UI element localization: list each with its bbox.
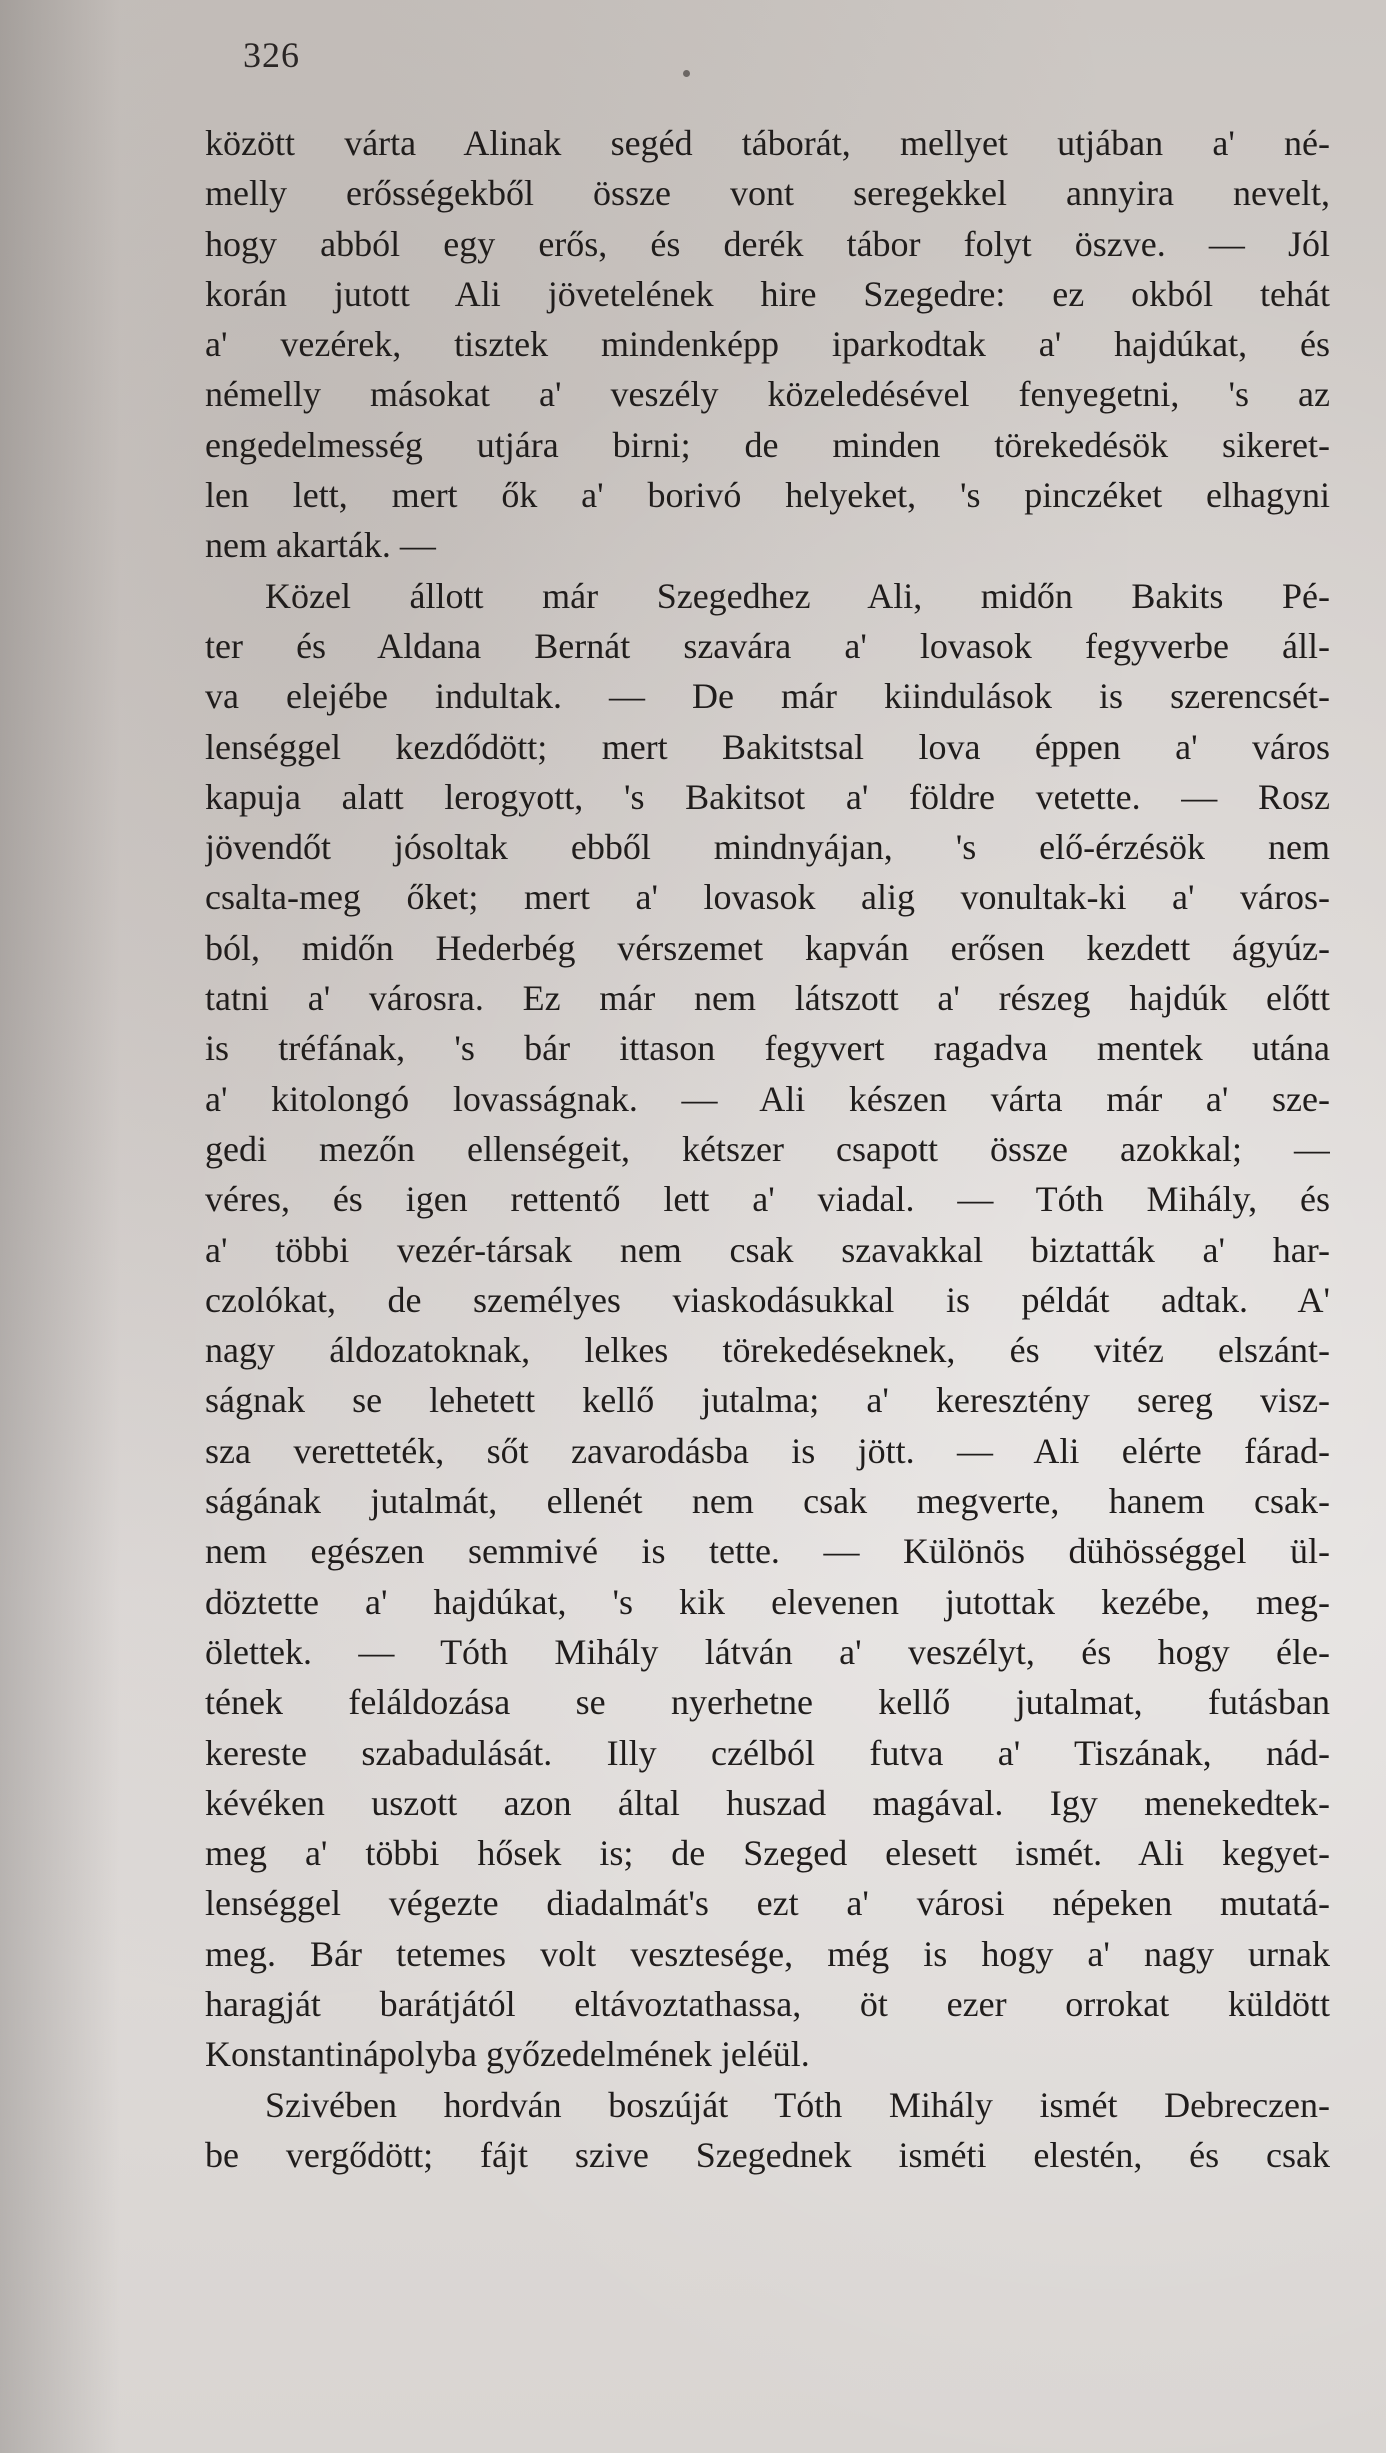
text-line: a' kitolongó lovasságnak. — Ali készen várta már a' sze- xyxy=(205,1078,1330,1119)
text-line: korán jutott Ali jövetelének hire Szegedre: ez okból tehát xyxy=(205,273,1330,314)
text-line: kereste szabadulását. Illy czélból futva a' Tiszának, nád- xyxy=(205,1732,1330,1773)
page-number: 326 xyxy=(243,35,300,75)
text-line: lenséggel végezte diadalmát's ezt a' városi népeken mutatá- xyxy=(205,1883,1330,1924)
text-line: kapuja alatt lerogyott, 's Bakitsot a' földre vetette. — Rosz xyxy=(205,776,1330,817)
text-line: Szivében hordván boszúját Tóth Mihály ismét Debreczen- xyxy=(265,2084,1330,2125)
text-line: engedelmesség utjára birni; de minden törekedésök sikeret- xyxy=(205,424,1330,465)
text-line: kévéken uszott azon által huszad magával. Igy menekedtek- xyxy=(205,1782,1330,1823)
spine-shadow xyxy=(0,0,120,2453)
text-line: len lett, mert ők a' borivó helyeket, 's pinczéket elhagyni xyxy=(205,475,1330,516)
text-line: jövendőt jósoltak ebből mindnyájan, 's elő-érzésök nem xyxy=(205,827,1330,868)
text-line: lenséggel kezdődött; mert Bakitstsal lova éppen a' város xyxy=(205,726,1330,767)
text-line: némelly másokat a' veszély közeledésével fenyegetni, 's az xyxy=(205,374,1330,415)
text-line: döztette a' hajdúkat, 's kik elevenen jutottak kezébe, meg- xyxy=(205,1581,1330,1622)
text-line: ból, midőn Hederbég vérszemet kapván erősen kezdett ágyúz- xyxy=(205,927,1330,968)
ink-speck xyxy=(683,70,690,77)
text-line: csalta-meg őket; mert a' lovasok alig vonultak-ki a' város- xyxy=(205,877,1330,918)
text-line: nagy áldozatoknak, lelkes törekedéseknek, és vitéz elszánt- xyxy=(205,1330,1330,1371)
text-line: Konstantinápolyba győzedelmének jeléül. xyxy=(205,2034,810,2075)
text-line: tatni a' városra. Ez már nem látszott a' részeg hajdúk előtt xyxy=(205,978,1330,1019)
text-line: meg. Bár tetemes volt vesztesége, még is hogy a' nagy urnak xyxy=(205,1933,1330,1974)
text-line: sza veretteték, sőt zavarodásba is jött. — Ali elérte fárad- xyxy=(205,1430,1330,1471)
text-line: czolókat, de személyes viaskodásukkal is példát adtak. A' xyxy=(205,1279,1330,1320)
text-line: Közel állott már Szegedhez Ali, midőn Bakits Pé- xyxy=(265,575,1330,616)
text-line: va elejébe indultak. — De már kiindulások is szerencsét- xyxy=(205,676,1330,717)
text-line: melly erősségekből össze vont seregekkel annyira nevelt, xyxy=(205,173,1330,214)
text-line: be vergődött; fájt szive Szegednek isméti elestén, és csak xyxy=(205,2134,1330,2175)
text-line: között várta Alinak segéd táborát, mellyet utjában a' né- xyxy=(205,123,1330,163)
text-line: nem egészen semmivé is tette. — Különös dühösséggel ül- xyxy=(205,1531,1330,1572)
text-line: véres, és igen rettentő lett a' viadal. — Tóth Mihály, és xyxy=(205,1179,1330,1220)
text-line: nem akarták. — xyxy=(205,525,436,566)
text-line: tének feláldozása se nyerhetne kellő jutalmat, futásban xyxy=(205,1682,1330,1723)
text-line: gedi mezőn ellenségeit, kétszer csapott össze azokkal; — xyxy=(205,1128,1330,1169)
body-text xyxy=(205,118,1330,2180)
text-line: ságnak se lehetett kellő jutalma; a' keresztény sereg visz- xyxy=(205,1380,1330,1421)
text-line: a' többi vezér-társak nem csak szavakkal biztatták a' har- xyxy=(205,1229,1330,1270)
text-line: a' vezérek, tisztek mindenképp iparkodtak a' hajdúkat, és xyxy=(205,324,1330,365)
text-line: ságának jutalmát, ellenét nem csak megverte, hanem csak- xyxy=(205,1481,1330,1522)
text-line: haragját barátjától eltávoztathassa, öt ezer orrokat küldött xyxy=(205,1983,1330,2024)
text-line: is tréfának, 's bár ittason fegyvert ragadva mentek utána xyxy=(205,1028,1330,1069)
text-line: ter és Aldana Bernát szavára a' lovasok fegyverbe áll- xyxy=(205,625,1330,666)
text-line: hogy abból egy erős, és derék tábor folyt öszve. — Jól xyxy=(205,223,1330,264)
text-line: meg a' többi hősek is; de Szeged elesett ismét. Ali kegyet- xyxy=(205,1833,1330,1874)
text-line: ölettek. — Tóth Mihály látván a' veszélyt, és hogy éle- xyxy=(205,1631,1330,1672)
